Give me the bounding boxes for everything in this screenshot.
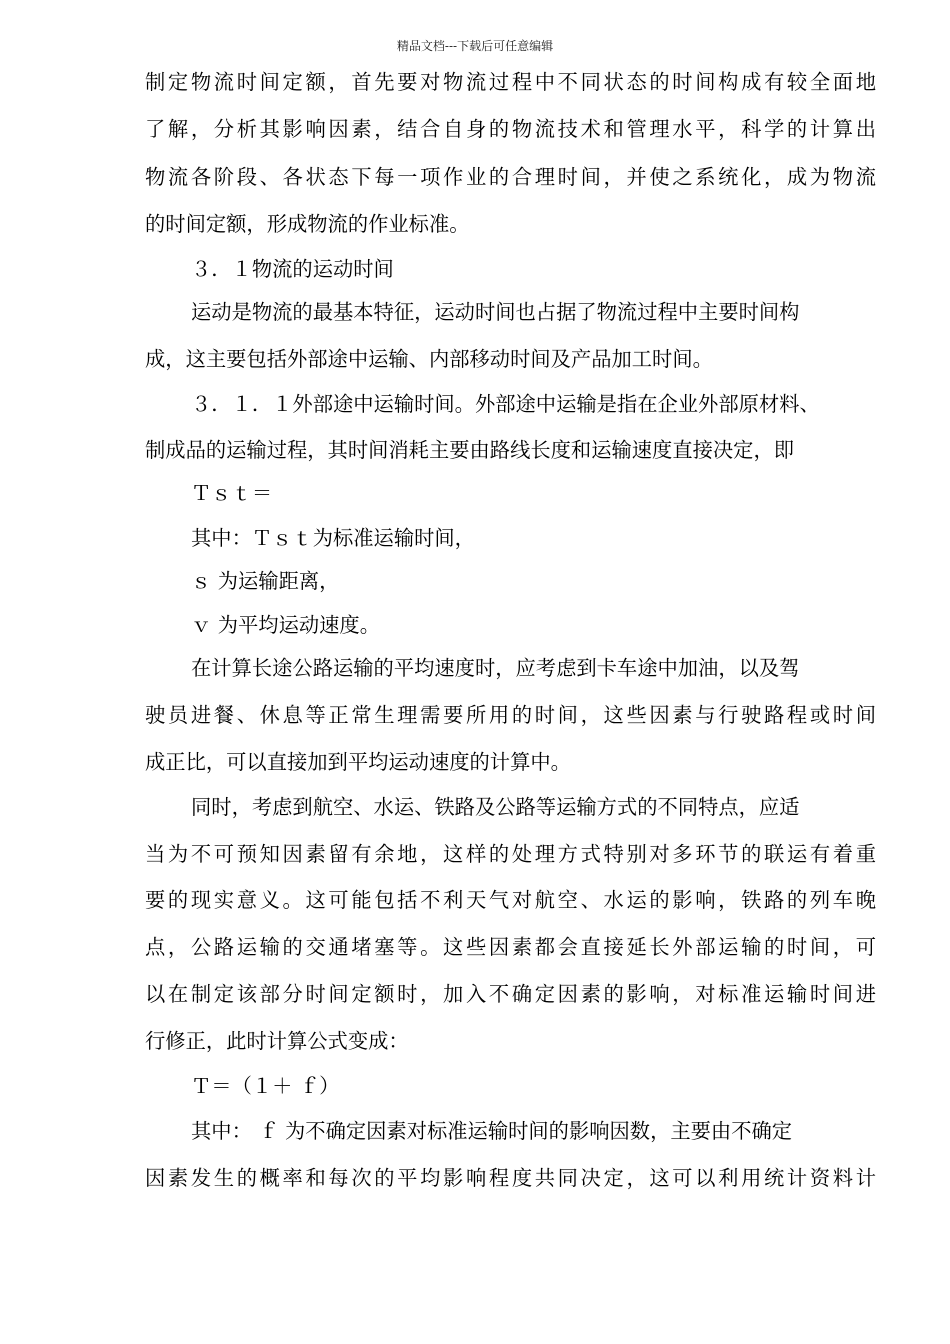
text-line: 以在制定该部分时间定额时，加入不确定因素的影响，对标准运输时间进: [145, 982, 876, 1006]
text-line: ３．１．１外部途中运输时间。外部途中运输是指在企业外部原材料、: [191, 392, 820, 416]
text-line: ｖ 为平均运动速度。: [191, 613, 380, 637]
text-line: 同时，考虑到航空、水运、铁路及公路等运输方式的不同特点，应适: [191, 795, 800, 819]
text-line: 成，这主要包括外部途中运输、内部移动时间及产品加工时间。: [145, 347, 713, 371]
text-line: 了解，分析其影响因素，结合自身的物流技术和管理水平，科学的计算出: [145, 117, 876, 141]
text-line: 的时间定额，形成物流的作业标准。: [145, 212, 470, 236]
text-line: 成正比，可以直接加到平均运动速度的计算中。: [145, 750, 571, 774]
text-line: 运动是物流的最基本特征，运动时间也占据了物流过程中主要时间构: [191, 300, 800, 324]
text-line: 其中：Ｔｓｔ为标准运输时间，: [191, 526, 475, 550]
formula: Ｔｓｔ＝: [191, 481, 273, 505]
text-line: 其中： ｆ 为不确定因素对标准运输时间的影响因数，主要由不确定: [191, 1119, 793, 1143]
text-line: ｓ 为运输距离，: [191, 569, 340, 593]
text-line: 因素发生的概率和每次的平均影响程度共同决定，这可以利用统计资料计: [145, 1166, 876, 1190]
section-heading: ３．１物流的运动时间: [191, 257, 394, 281]
formula: Ｔ＝（１＋ ｆ）: [191, 1074, 340, 1098]
text-line: 点，公路运输的交通堵塞等。这些因素都会直接延长外部运输的时间，可: [145, 935, 876, 959]
text-line: 在计算长途公路运输的平均速度时，应考虑到卡车途中加油，以及驾: [191, 656, 800, 680]
text-line: 要的现实意义。这可能包括不利天气对航空、水运的影响，铁路的列车晚: [145, 888, 876, 912]
text-line: 行修正，此时计算公式变成：: [145, 1029, 409, 1053]
text-line: 驶员进餐、休息等正常生理需要所用的时间，这些因素与行驶路程或时间: [145, 703, 876, 727]
text-line: 制定物流时间定额，首先要对物流过程中不同状态的时间构成有较全面地: [145, 70, 876, 94]
page-header: 精品文档---下载后可任意编辑: [396, 39, 554, 53]
text-line: 当为不可预知因素留有余地，这样的处理方式特别对多环节的联运有着重: [145, 842, 876, 866]
text-line: 制成品的运输过程，其时间消耗主要由路线长度和运输速度直接决定，即: [145, 438, 795, 462]
text-line: 物流各阶段、各状态下每一项作业的合理时间，并使之系统化，成为物流: [145, 165, 876, 189]
